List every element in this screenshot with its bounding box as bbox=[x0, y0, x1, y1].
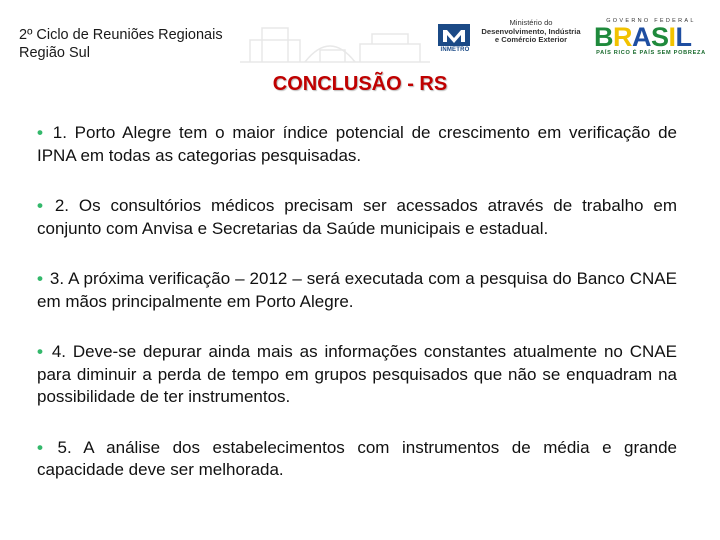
bullet-marker: • bbox=[37, 342, 43, 361]
inmetro-label: INMETRO bbox=[440, 47, 470, 53]
bullet-item bbox=[37, 341, 677, 409]
bullet-marker: • bbox=[37, 269, 43, 288]
bullet-text: 2. Os consultórios médicos precisam ser acessados através de trabalho em conjunto com Anvisa e Secretarias da Saúde municipais e estadual. bbox=[37, 196, 677, 238]
ministry-line-3: e Comércio Exterior bbox=[494, 35, 568, 44]
bullet-text: 1. Porto Alegre tem o maior índice potencial de crescimento em verificação de IPNA em todas as categorias pesquisadas. bbox=[37, 123, 677, 165]
gov-slogan: PAÍS RICO É PAÍS SEM POBREZA bbox=[596, 50, 706, 56]
gov-federal-label: GOVERNO FEDERAL bbox=[606, 18, 696, 24]
ministry-line-2: Desenvolvimento, Indústria bbox=[481, 26, 581, 36]
brasil-logo-icon bbox=[594, 23, 706, 49]
header-title-block bbox=[19, 26, 223, 62]
svg-text:BRASIL: BRASIL bbox=[594, 23, 692, 49]
bullet-item bbox=[37, 268, 677, 313]
ministry-line-1: Ministério do bbox=[509, 18, 553, 27]
header-line-2: Região Sul bbox=[19, 45, 90, 61]
bullet-marker: • bbox=[37, 196, 43, 215]
bullet-item bbox=[37, 122, 677, 167]
bullet-item bbox=[37, 195, 677, 240]
header-line-1: 2º Ciclo de Reuniões Regionais bbox=[19, 27, 223, 43]
bullet-marker: • bbox=[37, 437, 43, 457]
bullet-item bbox=[37, 437, 677, 482]
bullet-text: 4. Deve-se depurar ainda mais as informações constantes atualmente no CNAE para diminuir a perda de tempo em grupos pesquisados que não se enquadram na possibilidade de ter instrumentos. bbox=[37, 342, 677, 406]
ministry-logo bbox=[476, 19, 586, 45]
bullet-marker: • bbox=[37, 123, 43, 142]
bullet-text: 3. A próxima verificação – 2012 – será executada com a pesquisa do Banco CNAE em mãos principalmente em Porto Alegre. bbox=[37, 269, 677, 311]
bullet-text: 5. A análise dos estabelecimentos com instrumentos de média e grande capacidade deve ser melhorada. bbox=[37, 437, 677, 479]
bullet-list bbox=[37, 122, 677, 510]
slide-title: CONCLUSÃO - RS bbox=[272, 73, 448, 95]
